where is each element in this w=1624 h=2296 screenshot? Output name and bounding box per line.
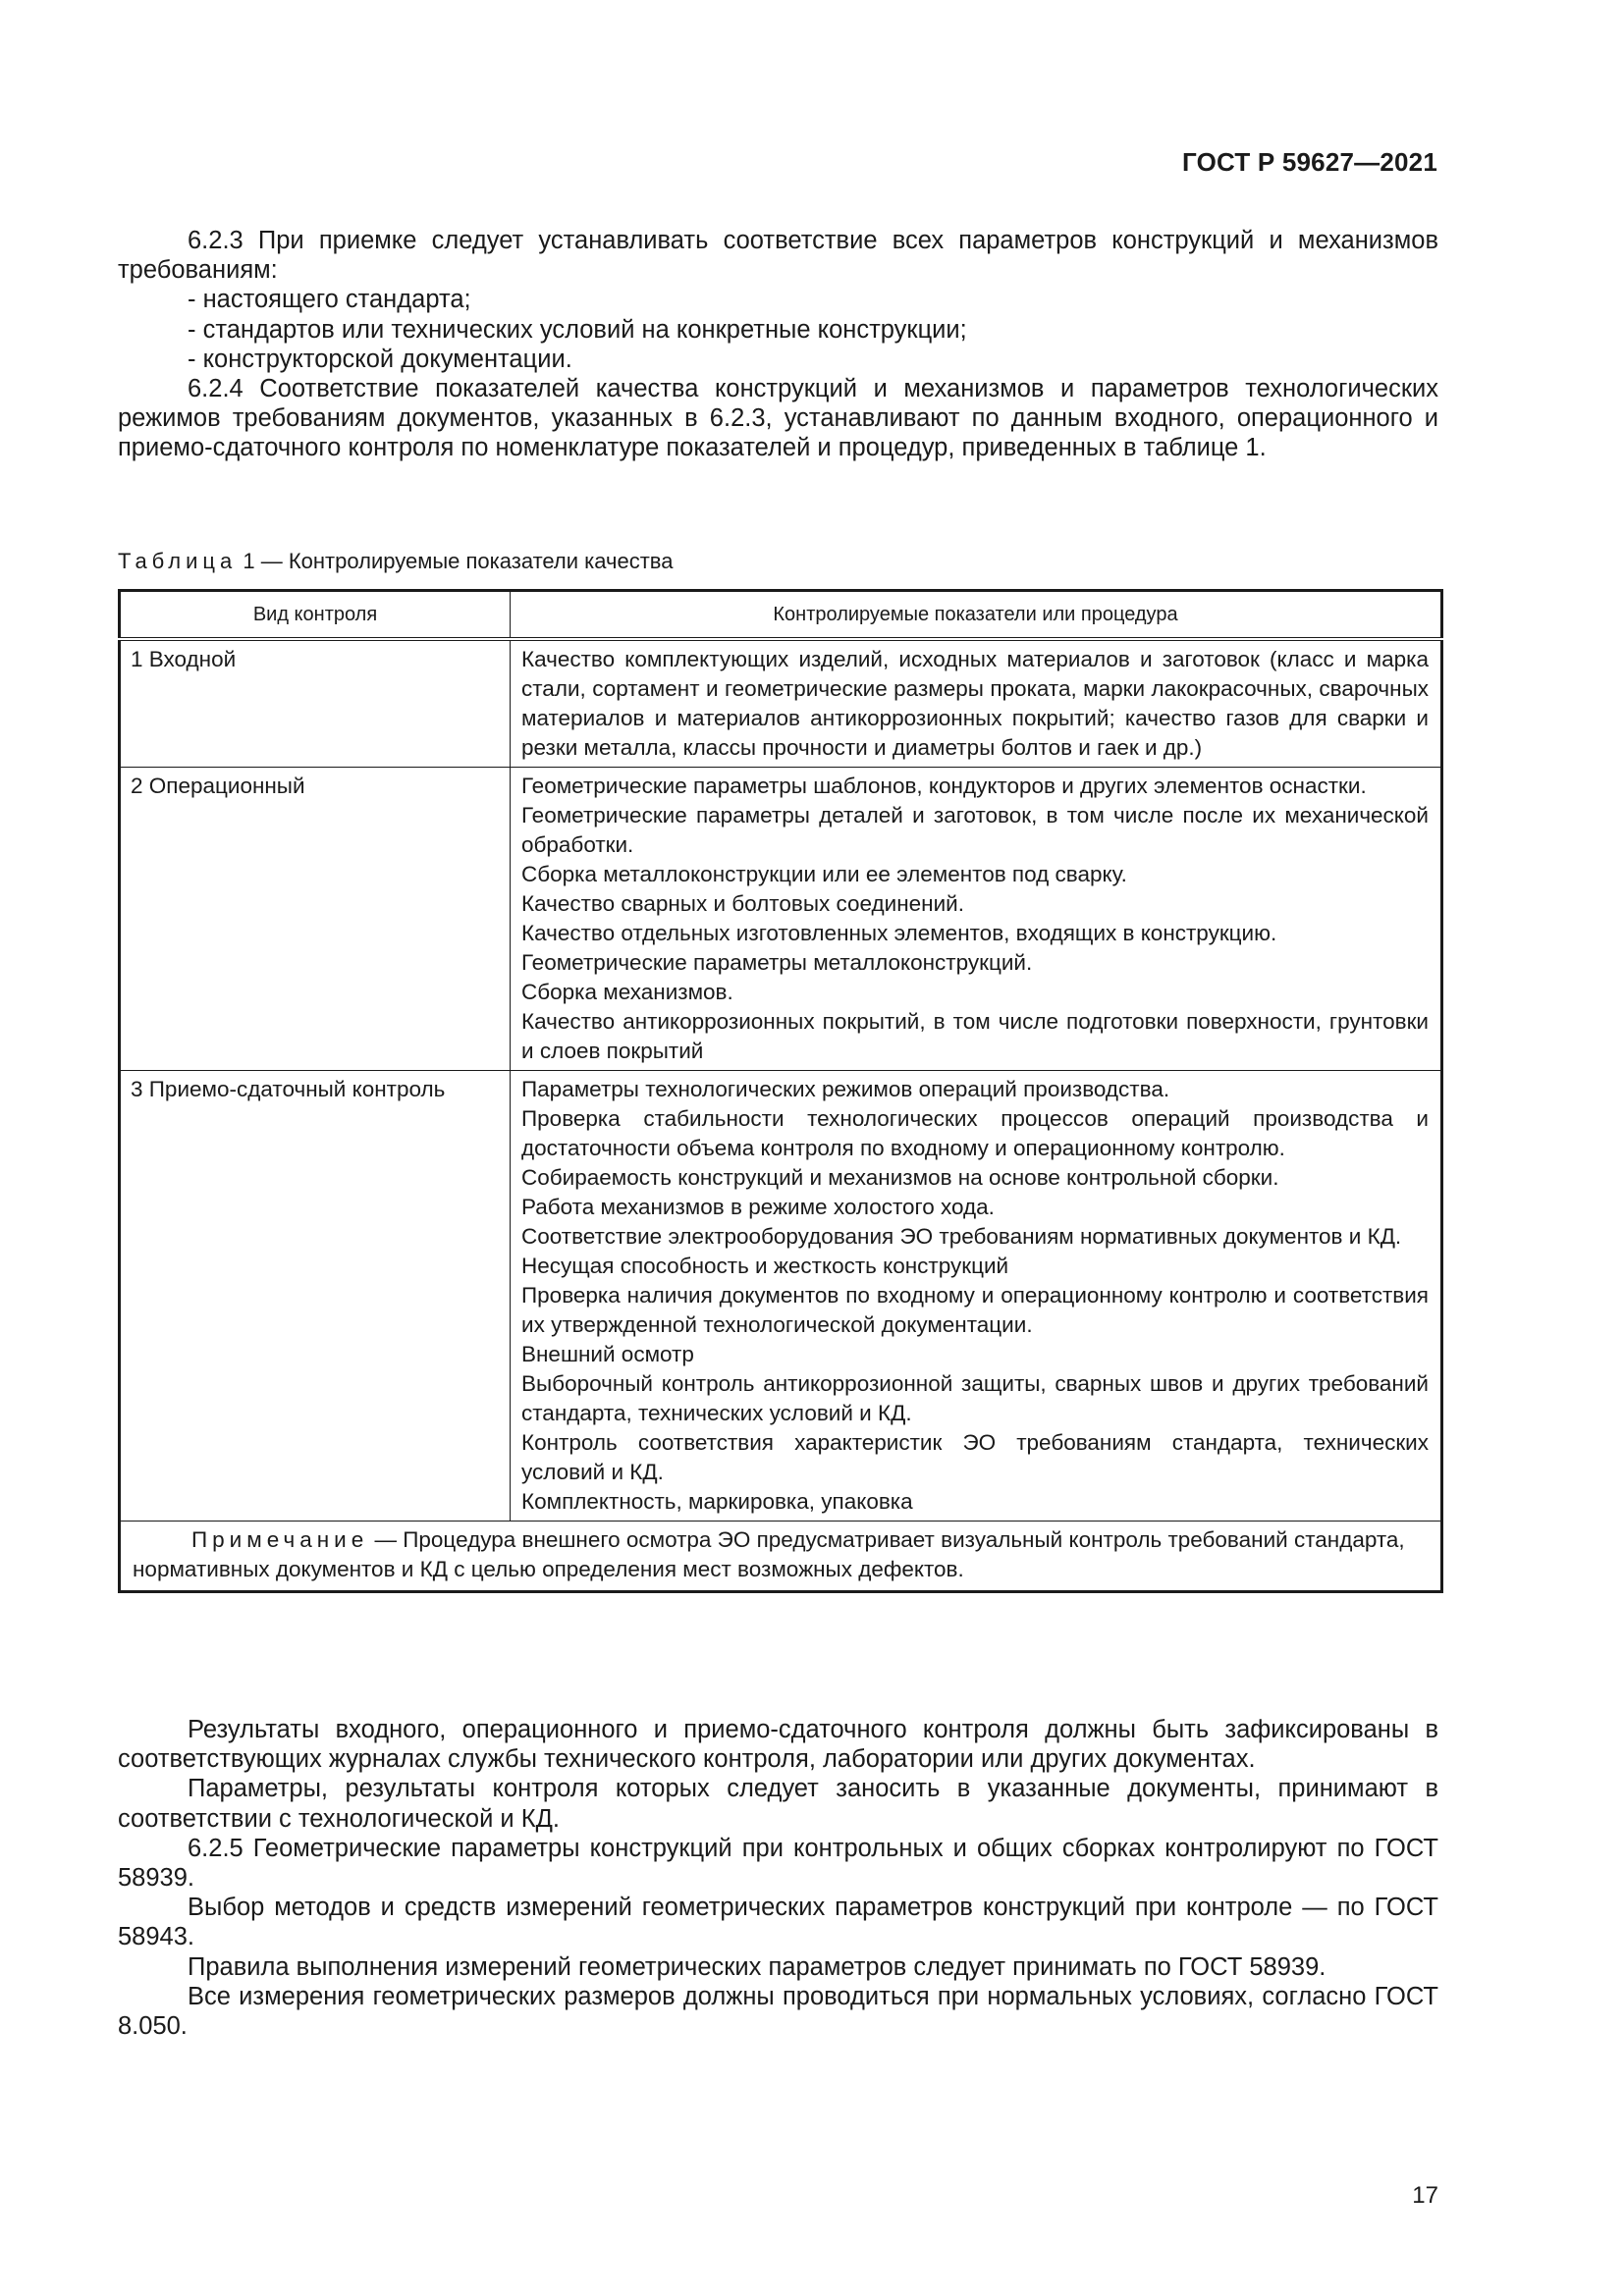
control-item: Геометрические параметры шаблонов, кондукторов и других элементов оснастки. [521, 774, 1367, 798]
control-item: Сборка механизмов. [521, 980, 733, 1004]
control-item: Внешний осмотр [521, 1342, 694, 1366]
control-items-cell [511, 1071, 1442, 1522]
paragraph: Результаты входного, операционного и приемо-сдаточного контроля должны быть зафиксированы в соответствующих журналах службы технического контроля, лаборатории или других документах. [118, 1716, 1438, 1774]
table-header-row [120, 591, 1442, 640]
table-caption-label: Таблица [118, 549, 238, 573]
control-item: Качество антикоррозионных покрытий, в том числе подготовки поверхности, грунтовки и слоев покрытий [521, 1009, 1429, 1063]
table-note-label: Примечание [191, 1527, 369, 1552]
control-item: Геометрические параметры металлоконструкций. [521, 950, 1033, 975]
table-note-body: — Процедура внешнего осмотра ЭО предусматривает визуальный контроль требований стандарта, нормативных документов и КД с целью определения мест возможных дефектов. [133, 1527, 1405, 1581]
control-item: Собираемость конструкций и механизмов на основе контрольной сборки. [521, 1165, 1279, 1190]
control-item: Качество сварных и болтовых соединений. [521, 891, 964, 916]
control-kind-cell: 1 Входной [120, 639, 511, 768]
table-row [120, 639, 1442, 768]
control-item: Параметры технологических режимов операций производства. [521, 1077, 1170, 1101]
control-item: Работа механизмов в режиме холостого хода. [521, 1195, 995, 1219]
control-item: Несущая способность и жесткость конструкций [521, 1254, 1009, 1278]
table-note-text [133, 1525, 1429, 1584]
list-item: - настоящего стандарта; [188, 286, 471, 314]
table-caption [118, 549, 673, 574]
column-header-kind: Вид контроля [120, 591, 511, 640]
control-item: Соответствие электрооборудования ЭО требованиям нормативных документов и КД. [521, 1224, 1402, 1249]
paragraph: Выбор методов и средств измерений геометрических параметров конструкций при контроле — по ГОСТ 58943. [118, 1894, 1438, 1951]
document-code: ГОСТ Р 59627—2021 [1182, 147, 1437, 177]
control-item: Качество отдельных изготовленных элементов, входящих в конструкцию. [521, 921, 1277, 945]
table-note [120, 1522, 1442, 1592]
control-item: Комплектность, маркировка, упаковка [521, 1489, 913, 1514]
quality-control-table [118, 589, 1443, 1593]
control-item: Контроль соответствия характеристик ЭО требованиям стандарта, технических условий и КД. [521, 1430, 1429, 1484]
control-item: Выборочный контроль антикоррозионной защиты, сварных швов и других требований стандарта, технических условий и КД. [521, 1371, 1429, 1425]
control-item: Проверка наличия документов по входному и операционному контролю и соответствия их утвержденной технологической документации. [521, 1283, 1429, 1337]
control-item: Сборка металлоконструкции или ее элементов под сварку. [521, 862, 1127, 886]
table-row [120, 1071, 1442, 1522]
control-kind-cell: 3 Приемо-сдаточный контроль [120, 1071, 511, 1522]
table-note-row [120, 1522, 1442, 1592]
top-text-block [118, 226, 1438, 463]
control-item: Проверка стабильности технологических процессов операций производства и достаточности объема контроля по входному и операционному контролю. [521, 1106, 1429, 1160]
table-caption-title: 1 — Контролируемые показатели качества [243, 549, 674, 573]
paragraph: Параметры, результаты контроля которых следует заносить в указанные документы, принимают в соответствии с технологической и КД. [118, 1775, 1438, 1833]
column-header-items: Контролируемые показатели или процедура [511, 591, 1442, 640]
bottom-text-block [118, 1715, 1438, 2041]
paragraph: Правила выполнения измерений геометрических параметров следует принимать по ГОСТ 58939. [188, 1952, 1326, 1981]
paragraph-6-2-3: 6.2.3 При приемке следует устанавливать соответствие всех параметров конструкций и механизмов требованиям: [118, 227, 1438, 285]
control-item: Качество комплектующих изделий, исходных материалов и заготовок (класс и марка стали, сортамент и геометрические размеры проката, марки лакокрасочных, сварочных материалов и материалов антикоррозионных покрытий; качество газов для сварки и резки металла, классы прочности и диаметры болтов и гаек и др.) [521, 647, 1429, 760]
paragraph-6-2-5: 6.2.5 Геометрические параметры конструкций при контрольных и общих сборках контролируют по ГОСТ 58939. [118, 1834, 1438, 1893]
page-number: 17 [1412, 2182, 1438, 2209]
control-items-cell [511, 768, 1442, 1071]
list-item: - стандартов или технических условий на конкретные конструкции; [188, 315, 967, 344]
control-item: Геометрические параметры деталей и заготовок, в том числе после их механической обработки. [521, 803, 1429, 857]
control-kind-cell: 2 Операционный [120, 768, 511, 1071]
table-row [120, 768, 1442, 1071]
paragraph-6-2-4: 6.2.4 Соответствие показателей качества конструкций и механизмов и параметров технологических режимов требованиям документов, указанных в 6.2.3, устанавливают по данным входного, операционного и приемо-сдаточного контроля по номенклатуре показателей и процедур, приведенных в таблице 1. [118, 375, 1438, 462]
list-item: - конструкторской документации. [188, 345, 572, 373]
control-items-cell [511, 639, 1442, 768]
paragraph: Все измерения геометрических размеров должны проводиться при нормальных условиях, согласно ГОСТ 8.050. [118, 1982, 1438, 2041]
